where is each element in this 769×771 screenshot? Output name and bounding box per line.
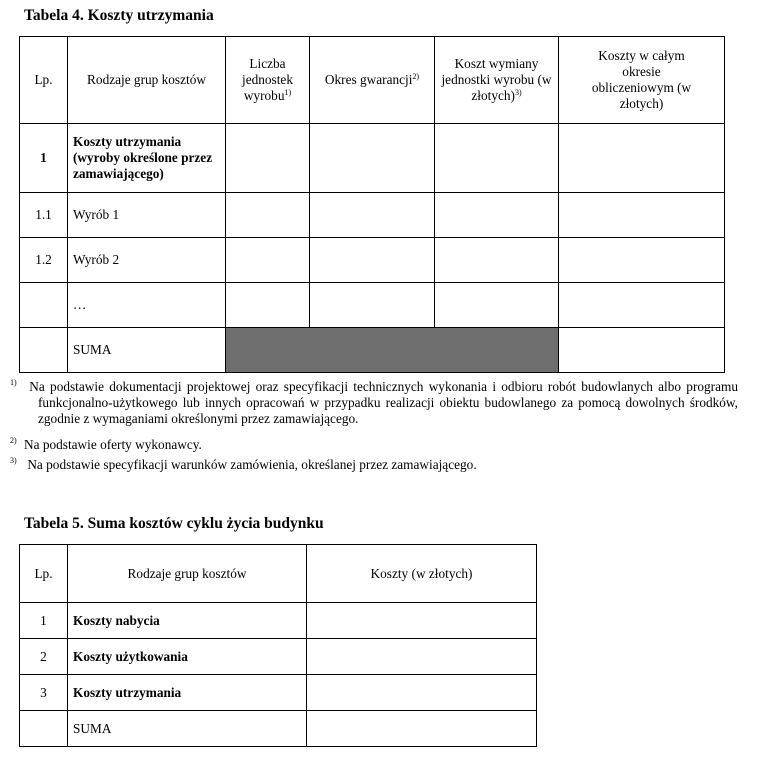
row-lp bbox=[20, 711, 68, 747]
table-cell bbox=[310, 238, 435, 283]
row-name: SUMA bbox=[68, 711, 307, 747]
row-name: … bbox=[68, 283, 226, 328]
table5-title: Tabela 5. Suma kosztów cyklu życia budynku bbox=[24, 515, 324, 532]
table-row bbox=[20, 639, 537, 675]
footnote-1: 1) Na podstawie dokumentacji projektowej oraz specyfikacji technicznych wykonania i odbioru robót budowlanych albo programu funkcjonalno-użytkowego lub innych opracowań w przypadku realizacji obiektu budowlanego za pomocą dowolnych środków, zgodnie z wymaganiami określonymi przez zamawiającego. bbox=[10, 378, 738, 426]
table4-header-lp: Lp. bbox=[20, 37, 68, 124]
row-name: Koszty utrzymania bbox=[68, 675, 307, 711]
table-cell bbox=[226, 124, 310, 193]
table-cell bbox=[226, 283, 310, 328]
footnote-3: 3) Na podstawie specyfikacji warunków zamówienia, określanej przez zamawiającego. bbox=[10, 456, 477, 472]
table-row bbox=[20, 193, 725, 238]
table4-header-koszty-okres: Koszty w całym okresie obliczeniowym (w złotych) bbox=[559, 37, 725, 124]
row-lp: 2 bbox=[20, 639, 68, 675]
table5-header-rodzaje: Rodzaje grup kosztów bbox=[68, 545, 307, 603]
footnote-text: Na podstawie specyfikacji warunków zamówienia, określanej przez zamawiającego. bbox=[27, 457, 477, 472]
table-row bbox=[20, 283, 725, 328]
row-lp: 1.2 bbox=[20, 238, 68, 283]
footnote-ref-3: 3) bbox=[514, 88, 522, 97]
table-cell bbox=[307, 603, 537, 639]
table-cell bbox=[559, 124, 725, 193]
table4-header-okres-text: Okres gwarancji bbox=[324, 72, 413, 87]
table-row bbox=[20, 124, 725, 193]
row-lp bbox=[20, 328, 68, 373]
table-cell bbox=[307, 639, 537, 675]
table-cell bbox=[435, 193, 559, 238]
row-name: Wyrób 2 bbox=[68, 238, 226, 283]
shaded-cell bbox=[226, 328, 559, 373]
row-name: Wyrób 1 bbox=[68, 193, 226, 238]
table4-header-row bbox=[20, 37, 725, 124]
table4 bbox=[19, 36, 725, 373]
table-cell bbox=[559, 328, 725, 373]
table-row bbox=[20, 238, 725, 283]
table4-header-liczba bbox=[226, 37, 310, 124]
row-lp: 3 bbox=[20, 675, 68, 711]
row-name: Koszty utrzymania (wyroby określone przez zamawiającego) bbox=[68, 124, 226, 193]
table-cell bbox=[435, 283, 559, 328]
table4-header-koszt-wymiany bbox=[435, 37, 559, 124]
table4-header-rodzaje: Rodzaje grup kosztów bbox=[68, 37, 226, 124]
table-cell bbox=[307, 711, 537, 747]
footnote-ref-2: 2) bbox=[412, 72, 420, 81]
table-cell bbox=[310, 124, 435, 193]
table4-header-okres bbox=[310, 37, 435, 124]
table4-header-liczba-text: Liczba jednostek wyrobu bbox=[242, 56, 293, 103]
table5-header-row bbox=[20, 545, 537, 603]
table-row bbox=[20, 675, 537, 711]
table5 bbox=[19, 544, 537, 747]
footnote-text: Na podstawie dokumentacji projektowej oraz specyfikacji technicznych wykonania i odbioru robót budowlanych albo programu funkcjonalno-użytkowego lub innych opracowań w przypadku realizacji obiektu budowlanego za pomocą dowolnych środków, zgodnie z wymaganiami określonymi przez zamawiającego. bbox=[29, 379, 738, 426]
table4-title: Tabela 4. Koszty utrzymania bbox=[24, 7, 214, 24]
table-cell bbox=[310, 193, 435, 238]
table5-header-koszty: Koszty (w złotych) bbox=[307, 545, 537, 603]
row-name: Koszty użytkowania bbox=[68, 639, 307, 675]
footnote-2: 2) Na podstawie oferty wykonawcy. bbox=[10, 436, 202, 452]
row-name: SUMA bbox=[68, 328, 226, 373]
row-name: Koszty nabycia bbox=[68, 603, 307, 639]
table4-header-koszt-wymiany-text: Koszt wymiany jednostki wyrobu (w złotych) bbox=[441, 56, 552, 103]
table-cell bbox=[226, 238, 310, 283]
table-cell bbox=[435, 238, 559, 283]
table5-header-lp: Lp. bbox=[20, 545, 68, 603]
row-lp: 1 bbox=[20, 603, 68, 639]
footnote-text: Na podstawie oferty wykonawcy. bbox=[24, 437, 202, 452]
table-cell bbox=[559, 238, 725, 283]
table-cell bbox=[559, 193, 725, 238]
table-cell bbox=[435, 124, 559, 193]
table-cell bbox=[310, 283, 435, 328]
table-row bbox=[20, 603, 537, 639]
table-cell bbox=[559, 283, 725, 328]
table-row-suma bbox=[20, 328, 725, 373]
row-lp: 1 bbox=[20, 124, 68, 193]
row-lp bbox=[20, 283, 68, 328]
footnote-ref-1: 1) bbox=[284, 88, 292, 97]
row-lp: 1.1 bbox=[20, 193, 68, 238]
table-row-suma bbox=[20, 711, 537, 747]
table-cell bbox=[307, 675, 537, 711]
table-cell bbox=[226, 193, 310, 238]
